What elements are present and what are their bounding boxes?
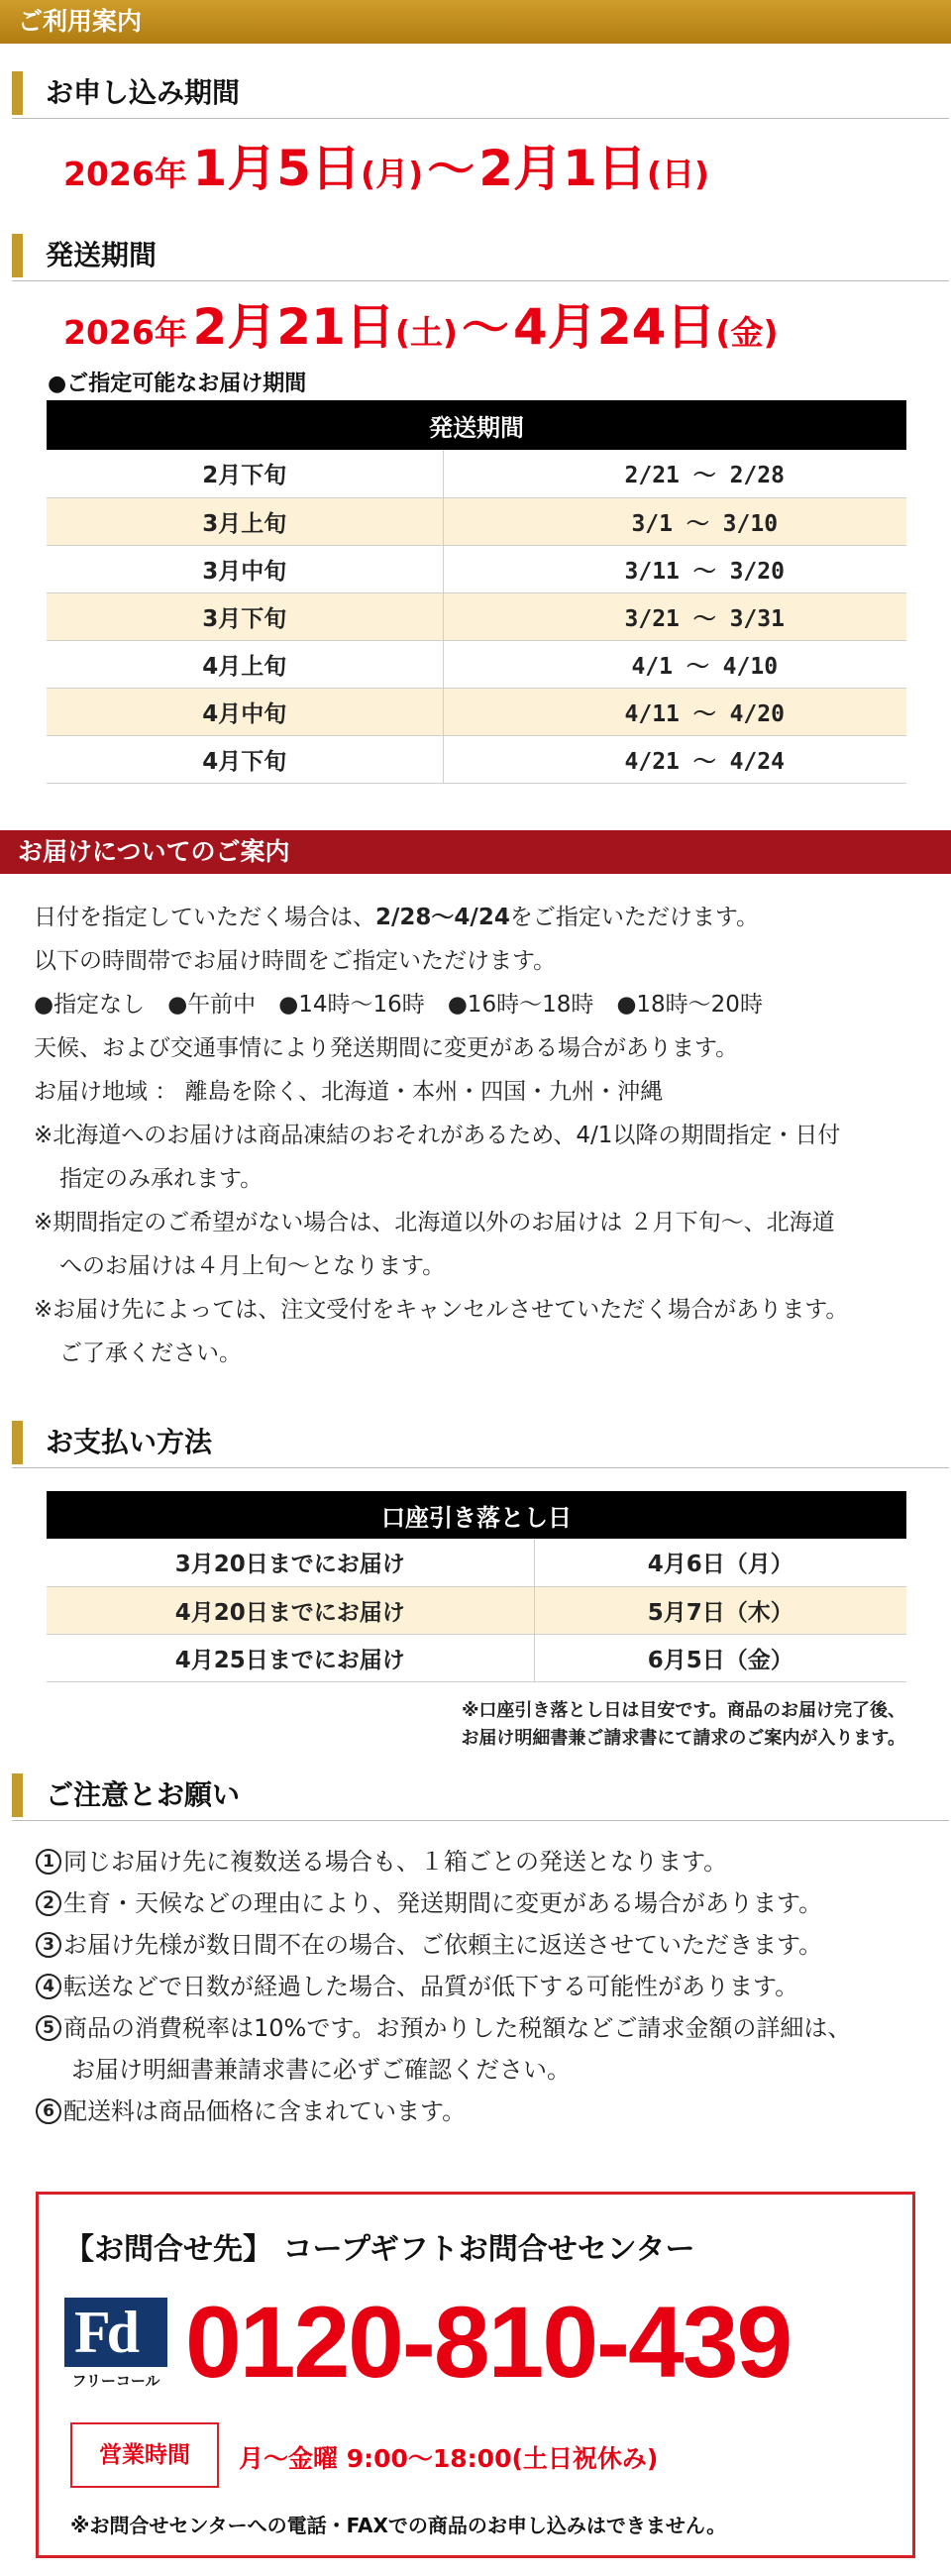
shipping-end-dow: (金) <box>715 313 779 352</box>
caution-text: 商品の消費税率は10%です。お預かりした税額などご請求金額の詳細は、 <box>63 2014 852 2042</box>
freedial-mark: Fd <box>74 2300 137 2365</box>
caution-item-cont: お届け明細書兼請求書に必ずご確認ください。 <box>71 2056 571 2084</box>
debit-date: 4月6日（月） <box>534 1539 906 1586</box>
table-row <box>47 1634 906 1681</box>
caution-heading <box>12 1770 949 1821</box>
table-row <box>47 688 906 735</box>
shipping-end-date: 4月24日 <box>513 298 716 356</box>
delivery-line-default-cont: へのお届けは４月上旬〜となります。 <box>59 1253 446 1279</box>
delivery-line-default: ※期間指定のご希望がない場合は、北海道以外のお届けは ２月下旬〜、北海道 <box>34 1210 835 1235</box>
contact-title: 【お問合せ先】 コープギフトお問合せセンター <box>64 2232 695 2267</box>
caution-text: 同じお届け先に複数送る場合も、１箱ごとの発送となります。 <box>63 1848 728 1876</box>
period-range: 4/1 〜 4/10 <box>443 640 906 688</box>
table-row <box>47 1586 906 1634</box>
contact-note: ※お問合せセンターへの電話・FAXでの商品のお申し込みはできません。 <box>70 2514 727 2537</box>
table-row <box>47 545 906 592</box>
delivery-line-hokkaido: ※北海道へのお届けは商品凍結のおそれがあるため、4/1以降の期間指定・日付 <box>34 1123 841 1148</box>
circled-number: 4 <box>36 1974 61 1999</box>
caution-heading-text: ご注意とお願い <box>46 1778 241 1811</box>
table-row <box>47 450 906 497</box>
delivery-line-hokkaido-cont: 指定のみ承れます。 <box>59 1166 264 1192</box>
table-row <box>47 592 906 640</box>
designate-period-label: ●ご指定可能なお届け期間 <box>48 372 307 396</box>
debit-date: 5月7日（木） <box>534 1586 906 1634</box>
apply-start-date: 1月5日 <box>192 140 362 197</box>
apply-period-heading <box>12 67 949 119</box>
period-label: 3月上旬 <box>47 497 443 545</box>
shipping-period-table <box>47 400 906 784</box>
delivery-line-cancel-cont: ご了承ください。 <box>59 1341 242 1366</box>
delivery-line-date-range <box>34 896 759 939</box>
usage-section-title: ご利用案内 <box>18 7 143 36</box>
delivery-line-time: 以下の時間帯でお届け時間をご指定いただけます。 <box>34 948 557 974</box>
phone-number-link[interactable]: 0120-810-439 <box>185 2286 792 2399</box>
caution-item <box>36 1841 727 1882</box>
period-range: 3/21 〜 3/31 <box>443 592 906 640</box>
period-label: 4月中旬 <box>47 688 443 735</box>
caution-item <box>36 1966 798 2007</box>
delivery-line-weather: 天候、および交通事情により発送期間に変更がある場合があります。 <box>34 1035 739 1061</box>
shipping-start-dow: (土) <box>394 313 458 352</box>
payment-table <box>47 1491 906 1682</box>
period-range: 3/11 〜 3/20 <box>443 545 906 592</box>
period-label: 3月中旬 <box>47 545 443 592</box>
caution-item <box>36 2091 466 2132</box>
heading-accent-bar <box>12 71 23 115</box>
caution-text: 配送料は商品価格に含まれています。 <box>63 2097 467 2125</box>
apply-start-dow: (月) <box>361 155 424 193</box>
debit-date: 6月5日（金） <box>534 1634 906 1681</box>
caution-item <box>36 1924 822 1966</box>
caution-item <box>36 1882 822 1924</box>
shipping-period-heading <box>12 230 949 281</box>
delivery-deadline: 4月25日までにお届け <box>47 1634 534 1681</box>
caution-text: お届け先様が数日間不在の場合、ご依頼主に返送させていただきます。 <box>63 1931 823 1959</box>
period-label: 4月上旬 <box>47 640 443 688</box>
apply-period-heading-text: お申し込み期間 <box>46 76 241 109</box>
table-row <box>47 640 906 688</box>
apply-end-dow: (日) <box>646 155 709 193</box>
delivery-text: をご指定いただけます。 <box>509 905 759 930</box>
heading-accent-bar <box>12 1421 23 1464</box>
period-range: 4/21 〜 4/24 <box>443 735 906 783</box>
delivery-line-area: お届け地域 ： 離島を除く、北海道・本州・四国・九州・沖縄 <box>34 1079 664 1105</box>
caution-text: 転送などで日数が経過した場合、品質が低下する可能性があります。 <box>63 1973 799 2000</box>
delivery-deadline: 4月20日までにお届け <box>47 1586 534 1634</box>
delivery-line-time-slots: ●指定なし ●午前中 ●14時〜16時 ●16時〜18時 ●18時〜20時 <box>34 992 763 1018</box>
period-range: 2/21 〜 2/28 <box>443 450 906 497</box>
payment-heading <box>12 1417 949 1468</box>
shipping-period-dates <box>63 287 779 359</box>
period-label: 4月下旬 <box>47 735 443 783</box>
period-label: 2月下旬 <box>47 450 443 497</box>
circled-number: 5 <box>36 2015 61 2041</box>
apply-year: 2026年 <box>63 155 187 193</box>
caution-item <box>36 2007 851 2049</box>
shipping-tilde: 〜 <box>461 300 509 356</box>
usage-section-banner <box>0 0 951 44</box>
delivery-date-range: 2/28〜4/24 <box>375 905 510 930</box>
caution-text: 生育・天候などの理由により、発送期間に変更がある場合があります。 <box>63 1889 823 1917</box>
freedial-logo <box>64 2298 167 2393</box>
period-label: 3月下旬 <box>47 592 443 640</box>
period-range: 3/1 〜 3/10 <box>443 497 906 545</box>
heading-accent-bar <box>12 234 23 277</box>
circled-number: 6 <box>36 2098 61 2124</box>
business-hours: 月〜金曜 9:00〜18:00(土日祝休み) <box>239 2444 659 2473</box>
shipping-start-date: 2月21日 <box>192 298 395 356</box>
business-hours-label: 営業時間 <box>70 2422 219 2488</box>
heading-accent-bar <box>12 1773 23 1817</box>
payment-heading-text: お支払い方法 <box>46 1426 213 1458</box>
table-row <box>47 497 906 545</box>
table-row <box>47 1539 906 1586</box>
shipping-period-heading-text: 発送期間 <box>46 239 158 271</box>
delivery-text: 日付を指定していただく場合は、 <box>34 905 375 930</box>
freedial-label: フリーコール <box>71 2372 160 2390</box>
circled-number: 2 <box>36 1890 61 1916</box>
freedial-icon <box>64 2298 167 2367</box>
payment-note-line2: お届け明細書兼ご請求書にて請求のご案内が入ります。 <box>461 1728 905 1749</box>
circled-number: 3 <box>36 1932 61 1958</box>
table-row <box>47 735 906 783</box>
apply-period-dates <box>63 129 709 200</box>
apply-tilde: 〜 <box>427 142 476 197</box>
payment-note-line1: ※口座引き落とし日は目安です。商品のお届け完了後、 <box>461 1700 905 1721</box>
shipping-year: 2026年 <box>63 313 187 352</box>
delivery-line-cancel: ※お届け先によっては、注文受付をキャンセルさせていただく場合があります。 <box>34 1297 849 1323</box>
contact-box <box>36 2192 915 2558</box>
circled-number: 1 <box>36 1849 61 1875</box>
payment-table-header: 口座引き落とし日 <box>47 1491 906 1539</box>
delivery-section-title: お届けについてのご案内 <box>18 837 290 866</box>
shipping-table-header: 発送期間 <box>47 400 906 450</box>
delivery-section-banner <box>0 830 951 874</box>
apply-end-date: 2月1日 <box>478 140 647 197</box>
delivery-deadline: 3月20日までにお届け <box>47 1539 534 1586</box>
period-range: 4/11 〜 4/20 <box>443 688 906 735</box>
